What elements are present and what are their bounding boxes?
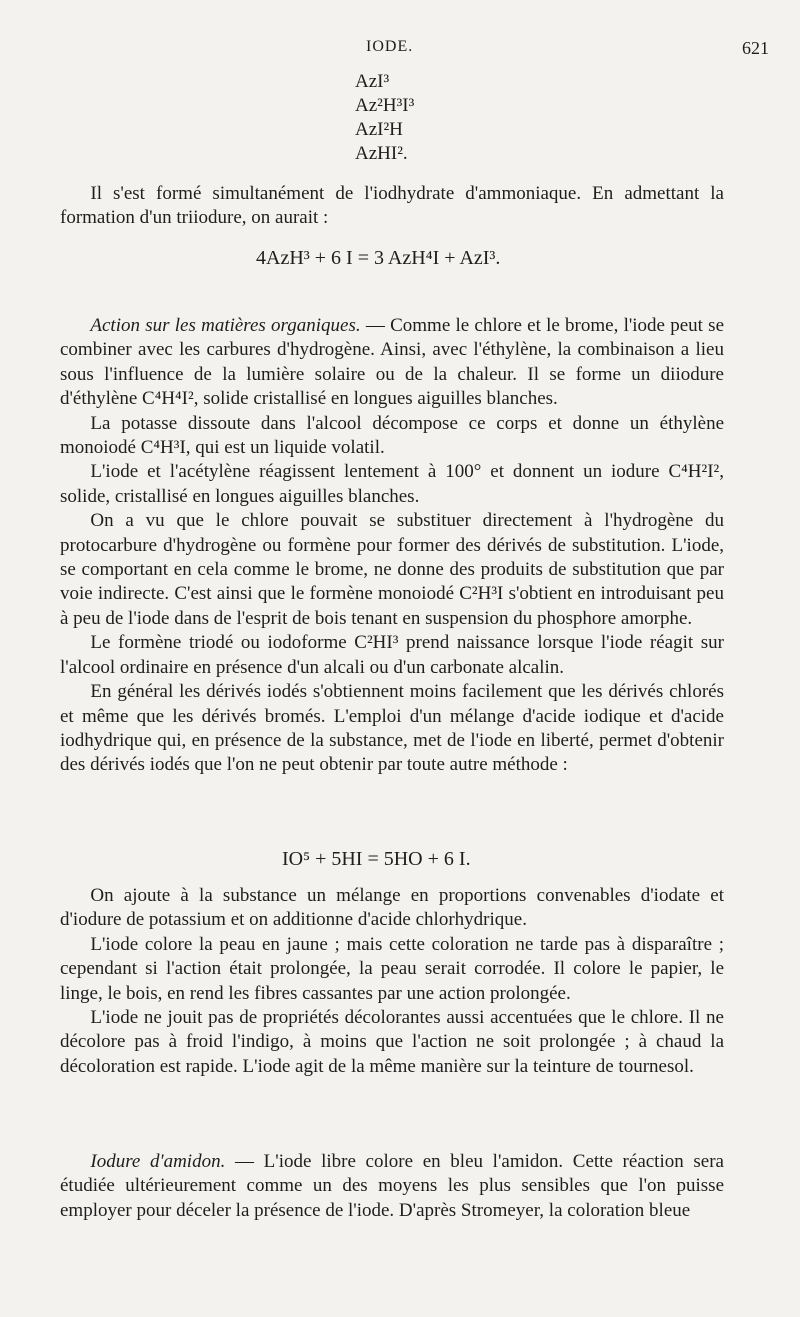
- paragraph: L'iode et l'acétylène réagissent lentement à 100° et donnent un iodure C⁴H²I², solide, cristallisé en longues aiguilles blanches.: [60, 461, 724, 507]
- paragraph: Le formène triodé ou iodoforme C²HI³ prend naissance lorsque l'iode réagit sur l'alcool ordinaire en présence d'un alcali ou d'un carbonate alcalin.: [60, 632, 724, 678]
- section-amidon: Iodure d'amidon. — L'iode libre colore en bleu l'amidon. Cette réaction sera étudiée ultérieurement comme un des moyens les plus sensibles que l'on puisse employer pour déceler la présence de l'iode. D'après Stromeyer, la coloration bleue: [60, 1151, 724, 1221]
- paragraph: L'iode ne jouit pas de propriétés décolorantes aussi accentuées que le chlore. Il ne décolore pas à froid l'indigo, à moins que l'action ne soit prolongée ; à chaud la décoloration est rapide. L'iode agit de la même manière sur la teinture de tournesol.: [60, 1007, 724, 1077]
- paragraph: L'iode colore la peau en jaune ; mais cette coloration ne tarde pas à disparaître ; cependant si l'action était prolongée, la peau serait corrodée. Il colore le papier, le linge, le bois, en rend les fibres cassantes par une action prolongée.: [60, 933, 724, 1004]
- page-number: 621: [742, 38, 769, 58]
- paragraph: On ajoute à la substance un mélange en proportions convenables d'iodate et d'iodure de potassium et on additionne d'acide chlorhydrique.: [60, 885, 724, 931]
- paragraph: On a vu que le chlore pouvait se substituer directement à l'hydrogène du protocarbure d'hydrogène ou formène pour former des dérivés de substitution. L'iode, se comportant en cela comme le brome, ne donne des produits de substitution que par voie indirecte. C'est ainsi que le formène monoiodé C²H³I s'obtient en introduisant peu à peu de l'iode dans de l'esprit de bois tenant en suspension du phosphore amorphe.: [60, 510, 724, 629]
- paragraph: En général les dérivés iodés s'obtiennent moins facilement que les dérivés chlorés et même que les dérivés bromés. L'emploi d'un mélange d'acide iodique et d'acide iodhydrique qui, en présence de la substance, met de l'iode en liberté, permet d'obtenir des dérivés iodés que l'on ne peut obtenir par toute autre méthode :: [60, 681, 724, 776]
- running-title: IODE.: [366, 38, 414, 55]
- formula-list: [355, 70, 414, 166]
- paragraph: La potasse dissoute dans l'alcool décompose ce corps et donne un éthylène monoiodé C⁴H³I, qui est un liquide volatil.: [60, 412, 724, 459]
- formula-line: AzI³: [355, 71, 390, 92]
- equation-iodic: IO⁵ + 5HI = 5HO + 6 I.: [282, 848, 471, 870]
- equation-ammonia: 4AzH³ + 6 I = 3 AzH⁴I + AzI³.: [256, 247, 501, 269]
- section-heading: Action sur les matières organiques.: [90, 315, 361, 336]
- formula-line: AzI²H: [355, 119, 403, 140]
- section-organic: Action sur les matières organiques. — Comme le chlore et le brome, l'iode peut se combiner avec les carbures d'hydrogène. Ainsi, avec l'éthylène, la combinaison a lieu sous l'influence de la lumière solaire ou de la chaleur. Il se forme un diiodure d'éthylène C⁴H⁴I², solide cristallisé en longues aiguilles blanches. La potasse dissoute dans l'alcool décompose ce corps et donne un éthylène monoiodé C⁴H³I, qui est un liquide volatil. L'iode et l'acétylène réagissent lentement à 100° et donnent un iodure C⁴H²I², solide, cristallisé en longues aiguilles blanches. On a vu que le chlore pouvait se substituer directement à l'hydrogène du protocarbure d'hydrogène ou formène pour former des dérivés de substitution. L'iode, se comportant en cela comme le brome, ne donne des produits de substitution que par voie indirecte. C'est ainsi que le formène monoiodé C²H³I s'obtient en introduisant peu à peu de l'iode dans de l'esprit de bois tenant en suspension du phosphore amorphe. Le formène triodé ou iodoforme C²HI³ prend naissance lorsque l'iode réagit sur l'alcool ordinaire en présence d'un alcali ou d'un carbonate alcalin. En général les dérivés iodés s'obtiennent moins facilement que les dérivés chlorés et même que les dérivés bromés. L'emploi d'un mélange d'acide iodique et d'acide iodhydrique qui, en présence de la substance, met de l'iode en liberté, permet d'obtenir des dérivés iodés que l'on ne peut obtenir par toute autre méthode :: [60, 314, 724, 778]
- formula-line: AzHI².: [355, 143, 408, 164]
- section-heading: Iodure d'amidon.: [90, 1151, 226, 1172]
- section-properties: [60, 884, 724, 1079]
- paragraph-triiodure: Il s'est formé simultanément de l'iodhydrate d'ammoniaque. En admettant la formation d'un triiodure, on aurait :: [60, 183, 724, 229]
- formula-line: Az²H³I³: [355, 95, 415, 116]
- running-head: [0, 38, 800, 62]
